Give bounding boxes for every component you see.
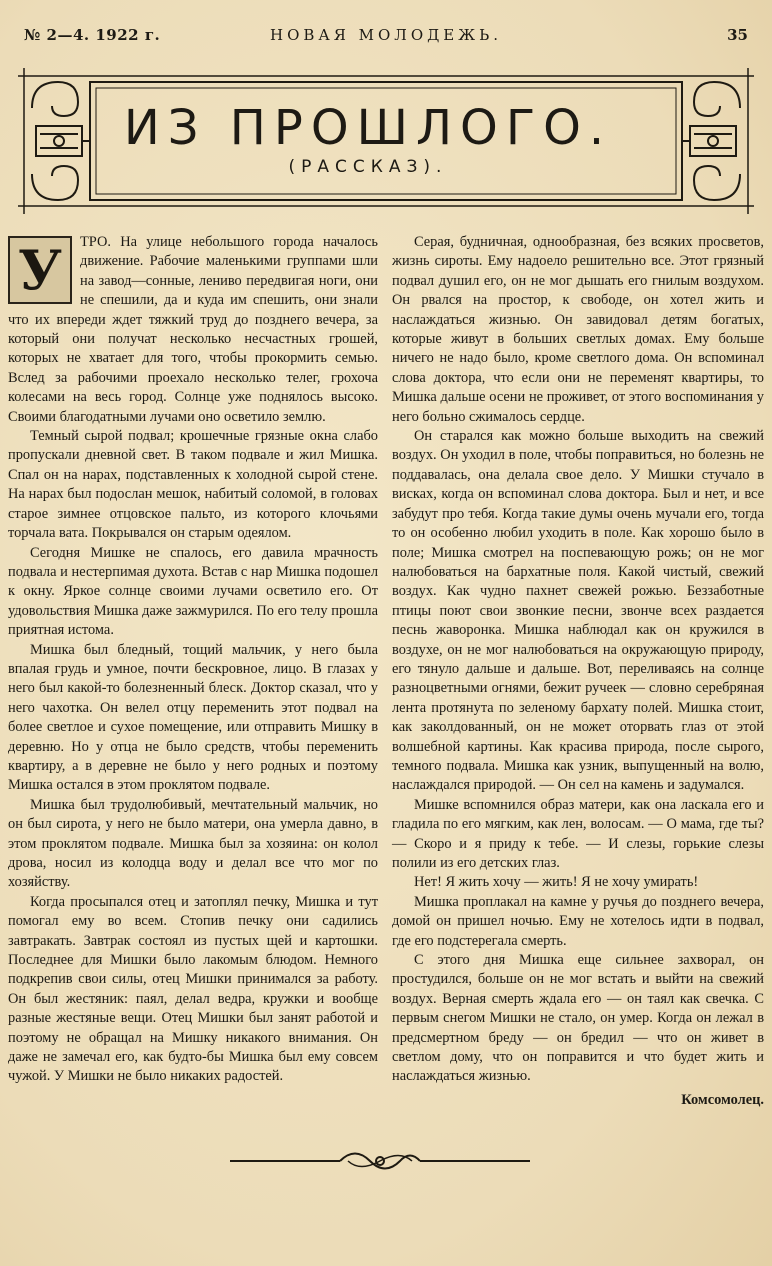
page-number: 35 — [727, 26, 748, 44]
running-head — [0, 26, 772, 50]
paragraph: Мишка был трудолюбивый, мечтательный мальчик, но он был сирота, у него не было матери, она умерла давно, в этом проклятом подвале. Мишка был за хозяина: он колол дрова, носил из колодца воду и делал все что мог по хозяйству. — [8, 796, 378, 891]
paragraph: С этого дня Мишка еще сильнее захворал, он простудился, больше он не мог встать и выйти на свежий воздух. Верная смерть ждала его — он таял как свечка. С первым снегом Мишки не стало, он умер. Когда он лежал в предсмертном бреду — он бредил — что он живет в светлом дому, что он поправится и что будет жить и наслаждаться жизнью. — [392, 952, 764, 1085]
paragraph: Мишке вспомнился образ матери, как она ласкала его и гладила по его мягким, как лен, волосам. — О мама, где ты? — Скоро и я приду к тебе. — И слезы, горькие слезы полили из его детских глаз. — [392, 796, 764, 871]
paragraph: Он старался как можно больше выходить на свежий воздух. Он уходил в поле, чтобы поправиться, но болезнь не поддавалась, она делала свое дело. У Мишки стучало в висках, когда он вспоминал слова доктора. Был и нет, и все забудут про тебя. Когда такие думы очень мучали его, тогда то он особенно любил уходить в поле. Как хорошо было в поле; Мишка смотрел на поспевающую рожь; он не мог налюбоваться на бархатные поля. Какой чистый, свежий воздух. Как чудно пахнет свежей рожью. Беззаботные птицы поют свои звонкие песни, звонче всех раздается песнь жаворонка. Мишка наблюдал как он кружился в воздухе, он не мог налюбоваться на окружающую природу, его тянуло дальше и дальше. Вот, переливаясь на солнце разноцветными огнями, бежит ручеек — словно серебряная лента протянута по зеленому бархату полей. Мишка стоит, как заколдованный, он не может оторвать глаз от этой волшебной картины. Как красива природа, после сырого, темного подвала. Мишка как узник, выпущенный на волю, наслаждался природой. — Он сел на камень и задумался. — [392, 428, 764, 794]
tailpiece-ornament — [230, 1144, 530, 1178]
dropcap-initial — [8, 236, 72, 304]
article-subtitle: (РАССКАЗ). — [288, 157, 448, 177]
paragraph: Когда просыпался отец и затоплял печку, Мишка и тут помогал ему во всем. Стопив печку они садились завтракать. Завтрак состоял из пустых щей и картошки. Последнее для Мишки было лакомым блюдом. Немного подкрепив свои силы, отец Мишки принимался за работу. Он был жестяник: паял, делал ведра, кружки и вообще разные жестяные вещи. Отец Мишки был занят работой и поэтому не обращал на Мишку никакого внимания. Он даже не замечал его, как будто-бы Мишка был ему совсем чужой. У Мишки не было никаких радостей. — [8, 893, 378, 1085]
issue-number: № 2—4. 1922 г. — [24, 26, 161, 44]
paragraph: Нет! Я жить хочу — жить! Я не хочу умирать! — [414, 874, 699, 891]
paragraph: Мишка проплакал на камне у ручья до позднего вечера, домой он пришел ночью. Ему не хотелось идти в подвал, где его подстерегала смерть. — [392, 893, 764, 949]
dropcap-letter: У — [18, 238, 62, 302]
article-title: ИЗ ПРОШЛОГО. — [123, 100, 613, 156]
paragraph: Серая, будничная, однообразная, без всяких просветов, жизнь сироты. Ему надоело решительно все. Этот грязный подвал душил его, он не мог дышать его гнилым воздухом. Он рвался на простор, к свободе, он хотел жить и наслаждаться жизнью. Он завидовал детям богатых, которые живут в больших светлых домах. Ему больше ничего не надо было, кроме светлого дома. Он вспоминал слова доктора, что если они не переменят квартиры, то Мишка дальше осени не проживет, от этого воспоминания у него больно сжималось сердце. — [392, 234, 764, 425]
paragraph: Сегодня Мишке не спалось, его давила мрачность подвала и нестерпимая духота. Встав с нар Мишка подошел к окну. Яркое солнце своими лучами осветило его. От удовольствия Мишка даже зажмурился. По его телу прошла приятная истома. — [8, 544, 378, 639]
paragraph: ТРО. На улице небольшого города началось движение. Рабочие маленькими группами шли на завод—сонные, лениво передвигая ноги, они не спешили, да и куда им спешить, они знали что их впереди ждет тяжкий труд до позднего вечера, за который они получат несколько несчастных грошей, которых не хватает для того, чтобы прокормить семью. Вслед за рабочими проехало несколько телег, грохоча колесами на весь город. Солнце уже поднялось высоко. Своими благодатными лучами оно осветило землю. — [8, 234, 378, 425]
paragraph: Темный сырой подвал; крошечные грязные окна слабо пропускали дневной свет. В таком подвале и жил Мишка. Спал он на нарах, подставленных к холодной сырой стене. На нарах был подослан мешок, набитый соломой, в головах старое зимнее отцовское пальто, из которого клочьями торчала вата. Покрывался он старым одеялом. — [8, 428, 378, 542]
ornamental-tailpiece — [230, 1144, 530, 1178]
article-column-left — [8, 233, 378, 1087]
journal-title: НОВАЯ МОЛОДЕЖЬ. — [270, 26, 502, 44]
author-signature: Комсомолец. — [681, 1091, 764, 1108]
article-column-right — [392, 233, 764, 1110]
paragraph: Мишка был бледный, тощий мальчик, у него была впалая грудь и умное, почти бескровное, лицо. В глазах у него был какой-то болезненный блеск. Доктор сказал, что у него чахотка. Он велел отцу переменить этот подвал на более светлое и сухое помещение, или отправить Мишку в деревню. Но у отца не было средств, чтобы переменить квартиру, а в деревне не было у него родных и поэтому Мишка остался в этом проклятом подвале. — [8, 641, 378, 794]
